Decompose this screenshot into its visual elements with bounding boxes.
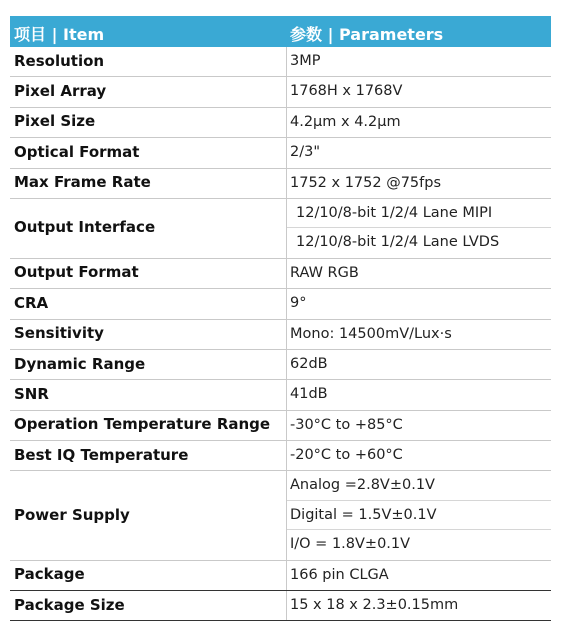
row-label: Dynamic Range [14,354,146,373]
row-value [286,380,551,409]
table-row [10,259,551,289]
column-divider [286,47,287,76]
table-header [10,16,551,47]
row-value-text: 9° [290,295,307,312]
column-divider [286,77,287,106]
row-label: Pixel Array [14,82,107,101]
row-values [286,138,551,167]
row-value-text: 41dB [290,386,328,403]
row-values [286,108,551,137]
row-value-text: Digital = 1.5V±0.1V [290,506,437,523]
column-divider [286,561,287,590]
row-value [286,77,551,106]
row-label: SNR [14,385,49,403]
row-label: Resolution [14,51,105,70]
header-parameters: 参数 | Parameters [290,25,444,44]
column-divider [286,350,287,379]
row-values [286,350,551,379]
table-row [10,169,551,199]
table-row [10,108,551,138]
row-values [286,320,551,349]
column-divider [286,380,287,409]
table-row [10,138,551,168]
table-row [10,441,551,471]
column-divider [286,138,287,167]
row-values [286,169,551,198]
row-value [286,228,551,257]
row-value-text: 12/10/8-bit 1/2/4 Lane MIPI [296,204,493,221]
row-values [286,259,551,288]
table-row [10,350,551,380]
row-value-text: I/O = 1.8V±0.1V [290,536,411,553]
row-value [286,320,551,349]
row-values [286,199,551,258]
row-label: Optical Format [14,142,140,161]
row-value-text: -30°C to +85°C [290,416,403,433]
table-row [10,77,551,107]
row-value [286,441,551,470]
row-values [286,47,551,76]
row-values [286,77,551,106]
row-label: Max Frame Rate [14,173,151,192]
row-label: Operation Temperature Range [14,415,271,434]
column-divider [286,289,287,318]
row-label: Output Format [14,263,139,282]
table-row [10,591,551,621]
table-row [10,320,551,350]
table-body [10,47,551,621]
column-divider [286,169,287,198]
row-value-text: 166 pin CLGA [290,566,389,583]
table-row [10,380,551,410]
row-label: Pixel Size [14,112,96,131]
row-value-text: -20°C to +60°C [290,447,403,464]
row-label: Best IQ Temperature [14,445,189,464]
table-row [10,199,551,259]
row-value-text: Analog =2.8V±0.1V [290,477,435,494]
column-divider [286,259,287,288]
row-value-text: 2/3" [290,144,321,161]
row-label: Output Interface [14,218,156,237]
row-label: CRA [14,293,49,312]
table-row [10,289,551,319]
row-values [286,411,551,440]
row-value [286,530,551,559]
row-value [286,591,551,620]
row-label: Sensitivity [14,324,104,343]
column-divider [286,320,287,349]
table-row [10,561,551,591]
row-value [286,108,551,137]
header-item: 项目 | Item [14,25,105,44]
table-row [10,411,551,441]
row-value [286,169,551,198]
row-value [286,501,551,530]
column-divider [286,199,287,258]
spec-table [10,16,551,621]
row-values [286,380,551,409]
column-divider [286,441,287,470]
table-row [10,47,551,77]
row-label: Package [14,565,85,584]
row-value [286,259,551,288]
row-value-text: 3MP [290,53,321,69]
row-value [286,471,551,500]
column-divider [286,471,287,559]
column-divider [286,108,287,137]
column-divider [286,411,287,440]
row-values [286,441,551,470]
table-row [10,471,551,560]
row-values [286,471,551,559]
row-value [286,138,551,167]
row-label: Power Supply [14,505,130,524]
row-value [286,199,551,228]
row-values [286,289,551,318]
row-label: Package Size [14,595,125,614]
row-value [286,289,551,318]
row-value [286,411,551,440]
row-value-text: 62dB [290,355,328,372]
row-values [286,561,551,590]
row-value-text: RAW RGB [290,264,359,281]
row-value-text: 1768H x 1768V [290,83,403,100]
row-value-text: 4.2μm x 4.2μm [290,113,401,130]
row-value [286,47,551,76]
row-value [286,350,551,379]
row-value-text: 12/10/8-bit 1/2/4 Lane LVDS [296,234,500,251]
row-value [286,561,551,590]
row-values [286,591,551,620]
row-value-text: 15 x 18 x 2.3±0.15mm [290,597,459,614]
row-value-text: 1752 x 1752 @75fps [290,174,442,191]
column-divider [286,591,287,620]
row-value-text: Mono: 14500mV/Lux·s [290,325,452,342]
